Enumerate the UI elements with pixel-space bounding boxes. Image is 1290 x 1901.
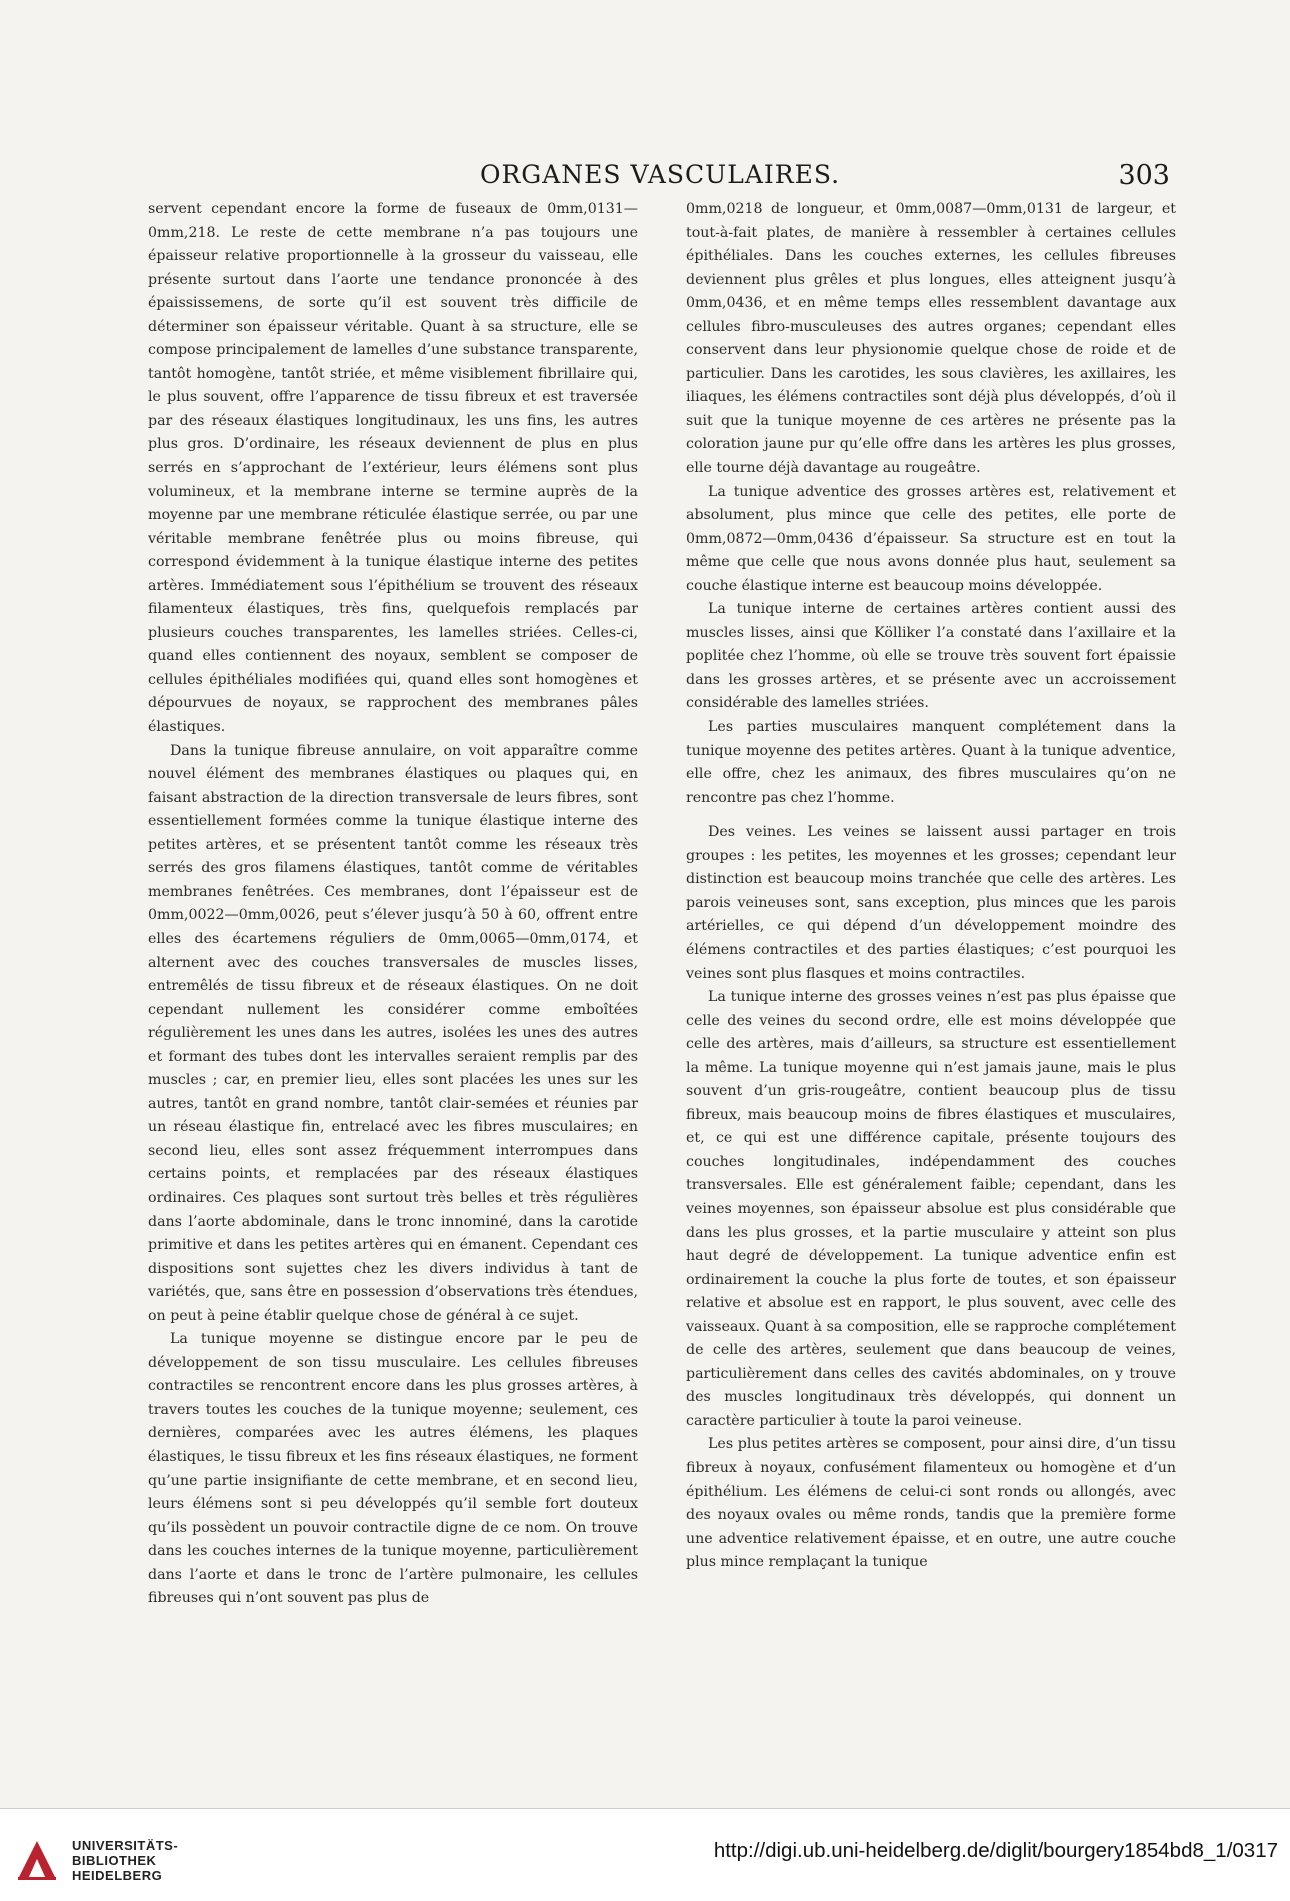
paragraph: La tunique interne de certaines artères contient aussi des muscles lisses, ainsi que Kölliker l’a constaté dans l’axillaire et la poplitée chez l’homme, où elle se trouve très souvent fort épaissie dans les grosses artères, et se présente avec un accroissement considérable des lamelles striées.	[686, 601, 1176, 712]
page-number: 303	[1118, 160, 1170, 191]
paragraph: Les plus petites artères se composent, pour ainsi dire, d’un tissu fibreux à noyaux, confusément filamenteux ou homogène et d’un épithélium. Les élémens de celui-ci sont ronds ou allongés, avec des noyaux ovales ou même ronds, tandis que la première forme une adventice relativement épaisse, et en outre, une autre couche plus mince remplaçant la tunique	[686, 1436, 1176, 1571]
library-name	[72, 1838, 178, 1883]
paragraph: 0mm,0218 de longueur, et 0mm,0087—0mm,0131 de largeur, et tout-à-fait plates, de manière à ressembler à certaines cellules épithéliales. Dans les couches externes, les cellules fibreuses deviennent plus grêles et plus longues, elles atteignent jusqu’à 0mm,0436, et en même temps elles ressemblent davantage aux cellules fibro-musculeuses des autres organes; cependant elles conservent dans leur physionomie quelque chose de roide et de particulier. Dans les carotides, les sous clavières, les axillaires, les iliaques, les élémens contractiles sont déjà plus développés, d’où il suit que la tunique moyenne de ces artères ne présente pas la coloration jaune pur qu’elle offre dans les artères les plus grosses, elle tourne déjà davantage au rougeâtre.	[686, 201, 1176, 477]
left-text-column	[148, 198, 638, 1788]
paragraph: La tunique adventice des grosses artères est, relativement et absolument, plus mince que celle des petites, elle porte de 0mm,0872—0mm,0436 d’épaisseur. Sa structure est en tout la même que celle que nous avons donnée plus haut, seulement sa couche élastique interne est beaucoup moins développée.	[686, 483, 1176, 594]
library-logo[interactable]	[14, 1837, 178, 1883]
library-name-line: UNIVERSITÄTS-	[72, 1837, 179, 1853]
running-title: ORGANES VASCULAIRES.	[479, 160, 841, 189]
paragraph: La tunique interne des grosses veines n’est pas plus épaisse que celle des veines du second ordre, elle est moins développée que celle des artères, mais d’ailleurs, sa structure est essentiellement la même. La tunique moyenne qui n’est jamais jaune, mais le plus souvent d’un gris-rougeâtre, contient beaucoup plus de tissu fibreux, mais beaucoup moins de fibres élastiques et musculaires, et, ce qui est une différence capitale, présente toujours des couches longitudinales, indépendamment des couches transversales. Elle est généralement faible; cependant, dans les veines moyennes, son épaisseur absolue est plus considérable que dans les plus grosses, et la partie musculaire y atteint son plus haut degré de développement. La tunique adventice enfin est ordinairement la couche la plus forte de toutes, et son épaisseur relative et absolue est en rapport, le plus souvent, avec celle des vaisseaux. Quant à sa composition, elle se rapproche complétement de celle des artères, seulement que dans beaucoup de veines, particulièrement dans celles des cavités abdominales, on y trouve des muscles longitudinaux très développés, qui donnent un caractère particulier à toute la paroi veineuse.	[686, 989, 1176, 1429]
paragraph: servent cependant encore la forme de fuseaux de 0mm,0131—0mm,218. Le reste de cette membrane n’a pas toujours une épaisseur relative proportionnelle à la grosseur du vaisseau, elle présente surtout dans l’aorte une tendance prononcée à des épaississemens, de sorte qu’il est souvent très difficile de déterminer son épaisseur véritable. Quant à sa structure, elle se compose principalement de lamelles d’une substance transparente, tantôt homogène, tantôt striée, et même visiblement fibrillaire qui, le plus souvent, offre l’apparence de tissu fibreux et est traversée par des réseaux élastiques longitudinaux, les uns fins, les autres plus gros. D’ordinaire, les réseaux deviennent de plus en plus serrés en s’approchant de l’extérieur, leurs élémens sont plus volumineux, et la membrane interne se termine auprès de la moyenne par une membrane réticulée élastique serrée, ou par une véritable membrane fenêtrée plus ou moins fibreuse, qui correspond évidemment à la tunique élastique interne des petites artères. Immédiatement sous l’épithélium se trouvent des réseaux filamenteux élastiques, très fins, quelquefois remplacés par plusieurs couches transparentes, les lamelles striées. Celles-ci, quand elles contiennent des noyaux, semblent se composer de cellules épithéliales modifiées qui, quand elles sont homogènes et dépourvues de noyaux, se rapprochent des membranes pâles élastiques.	[148, 201, 638, 736]
library-emblem-icon	[14, 1837, 60, 1883]
paragraph-des-veines: Des veines. Les veines se laissent aussi partager en trois groupes : les petites, les moyennes et les grosses; cependant leur distinction est beaucoup moins tranchée que celle des artères. Les parois veineuses sont, sans exception, plus minces que les parois artérielles, ce qui dépend d’un développement moindre des élémens contractiles et des parties élastiques; c’est pourquoi les veines sont plus flasques et moins contractiles.	[686, 824, 1176, 982]
library-name-line: HEIDELBERG	[72, 1867, 163, 1883]
page-header	[150, 160, 1170, 192]
paragraph: Les parties musculaires manquent complétement dans la tunique moyenne des petites artères. Quant à la tunique adventice, elle offre, chez les animaux, des fibres musculaires qu’on ne rencontre pas chez l’homme.	[686, 719, 1176, 806]
library-name-line: BIBLIOTHEK	[72, 1852, 157, 1868]
paragraph: Dans la tunique fibreuse annulaire, on voit apparaître comme nouvel élément des membranes élastiques ou plaques qui, en faisant abstraction de la direction transversale de leurs fibres, sont essentiellement formées comme la tunique élastique interne des petites artères, et se présentent tantôt comme les réseaux très serrés des gros filamens élastiques, tantôt comme de véritables membranes fenêtrées. Ces membranes, dont l’épaisseur est de 0mm,0022—0mm,0026, peut s’élever jusqu’à 50 à 60, offrent entre elles des écartemens réguliers de 0mm,0065—0mm,0174, et alternent avec des couches transversales de muscles lisses, entremêlés de tissu fibreux et de réseaux élastiques. On ne doit cependant nullement les considérer comme emboîtées régulièrement les unes dans les autres, isolées les unes des autres et formant des tubes dont les intervalles seraient remplis par des muscles ; car, en premier lieu, elles sont placées les unes sur les autres, tantôt en grand nombre, tantôt clair-semées et réunies par un réseau élastique fin, entrelacé avec les fibres musculaires; en second lieu, elles sont assez fréquemment interrompues dans certains points, et remplacées par des réseaux élastiques ordinaires. Ces plaques sont surtout très belles et très régulières dans l’aorte abdominale, dans le tronc innominé, dans la carotide primitive et dans les petites artères qui en émanent. Cependant ces dispositions sont sujettes chez les divers individus à tant de variétés, que, sans être en possession d’observations très étendues, on peut à peine établir quelque chose de général à ce sujet.	[148, 742, 638, 1324]
paragraph: La tunique moyenne se distingue encore par le peu de développement de son tissu musculaire. Les cellules fibreuses contractiles se rencontrent encore dans les plus grosses artères, à travers toutes les couches de la tunique moyenne; seulement, ces dernières, comparées avec les autres élémens, les plaques élastiques, le tissu fibreux et les fins réseaux élastiques, ne forment qu’une partie insignifiante de cette membrane, et en second lieu, leurs élémens sont si peu développés qu’il semble fort douteux qu’ils possèdent un pouvoir contractile digne de ce nom. On trouve dans les couches internes de la tunique moyenne, particulièrement dans l’aorte et dans le tronc de l’artère pulmonaire, les cellules fibreuses qui n’ont souvent pas plus de	[148, 1331, 638, 1607]
viewer-footer	[0, 1808, 1290, 1901]
right-text-column	[686, 198, 1176, 1788]
permalink-url[interactable]: http://digi.ub.uni-heidelberg.de/diglit/bourgery1854bd8_1/0317	[713, 1839, 1278, 1862]
